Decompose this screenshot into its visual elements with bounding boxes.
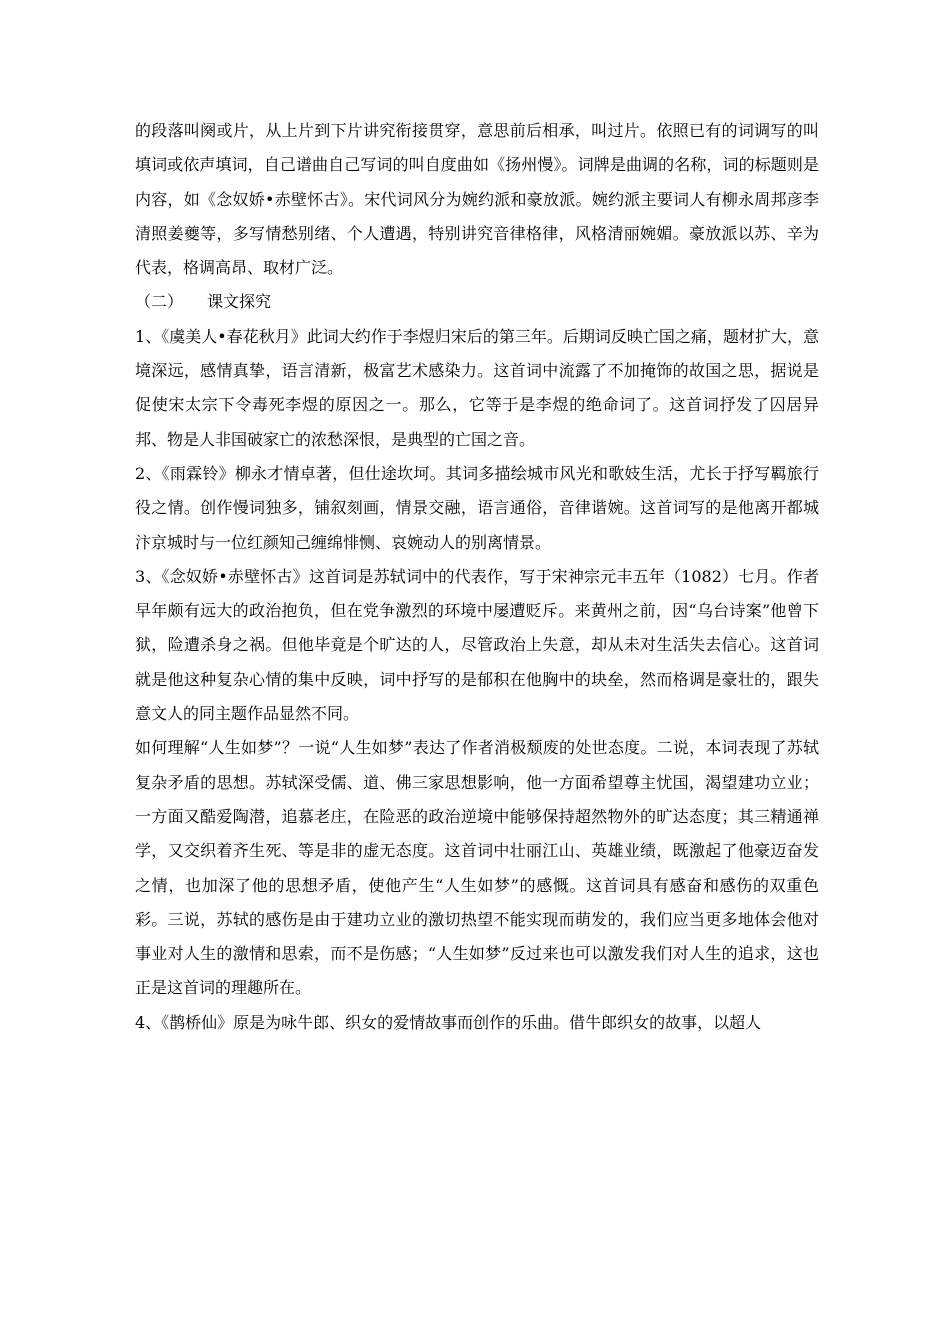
item-paragraph-4: 4、《鹊桥仙》原是为咏牛郎、织女的爱情故事而创作的乐曲。借牛郎织女的故事，以超人 <box>135 1012 762 1032</box>
section-title: 课文探究 <box>207 292 272 312</box>
intro-paragraph: 的段落叫阕或片，从上片到下片讲究衔接贯穿，意思前后相承，叫过片。依照已有的词调写的叫填词或依声填词，自己谱曲自己写词的叫自度曲如《扬州慢》。词牌是曲调的名称，词的标题则是内容，如《念奴娇•赤壁怀古》。宋代词风分为婉约派和豪放派。婉约派主要词人有柳永周邦彦李清照姜夔等，多写情愁别绪、个人遭遇，特别讲究音律格律，风格清丽婉媚。豪放派以苏、辛为代表，格调高昂、取材广泛。 <box>135 121 819 278</box>
item-paragraph-3: 3、《念奴娇•赤壁怀古》这首词是苏轼词中的代表作，写于宋神宗元丰五年（1082）七月。作者早年颇有远大的政治抱负，但在党争激烈的环境中屡遭贬斥。来黄州之前，因“乌台诗案”他曾下狱，险遭杀身之祸。但他毕竟是个旷达的人，尽管政治上失意，却从未对生活失去信心。这首词就是他这种复杂心情的集中反映，词中抒写的是郁积在他胸中的块垒，然而格调是豪壮的，跟失意文人的同主题作品显然不同。 <box>135 566 819 724</box>
item-paragraph-rensheng-rumeng: 如何理解“人生如梦”？一说“人生如梦”表达了作者消极颓废的处世态度。二说，本词表现了苏轼复杂矛盾的思想。苏轼深受儒、道、佛三家思想影响，他一方面希望尊主忧国，渴望建功立业；一方面又酷爱陶潜，追慕老庄，在险恶的政治逆境中能够保持超然物外的旷达态度；其三精通禅学，又交织着齐生死、等是非的虚无态度。这首词中壮丽江山、英雄业绩，既激起了他豪迈奋发之情，也加深了他的思想矛盾，使他产生“人生如梦”的感慨。这首词具有感奋和感伤的双重色彩。三说，苏轼的感伤是由于建功立业的激切热望不能实现而萌发的，我们应当更多地体会他对事业对人生的激情和思索，而不是伤感；“人生如梦”反过来也可以激发我们对人生的追求，这也正是这首词的理趣所在。 <box>135 738 819 998</box>
section-number: （二） <box>135 292 184 312</box>
section-heading <box>135 285 819 319</box>
document-page <box>135 114 819 1040</box>
item-paragraph-2: 2、《雨霖铃》柳永才情卓著，但仕途坎坷。其词多描绘城市风光和歌妓生活，尤长于抒写羁旅行役之情。创作慢词独多，铺叙刻画，情景交融，语言通俗，音律谐婉。这首词写的是他离开都城汴京城时与一位红颜知己缠绵悱恻、哀婉动人的别离情景。 <box>135 463 819 552</box>
item-paragraph-1: 1、《虞美人•春花秋月》此词大约作于李煜归宋后的第三年。后期词反映亡国之痛，题材扩大，意境深远，感情真挚，语言清新，极富艺术感染力。这首词中流露了不加掩饰的故国之思，据说是促使宋太宗下令毒死李煜的原因之一。那么，它等于是李煜的绝命词了。这首词抒发了囚居异邦、物是人非国破家亡的浓愁深恨，是典型的亡国之音。 <box>135 326 819 449</box>
